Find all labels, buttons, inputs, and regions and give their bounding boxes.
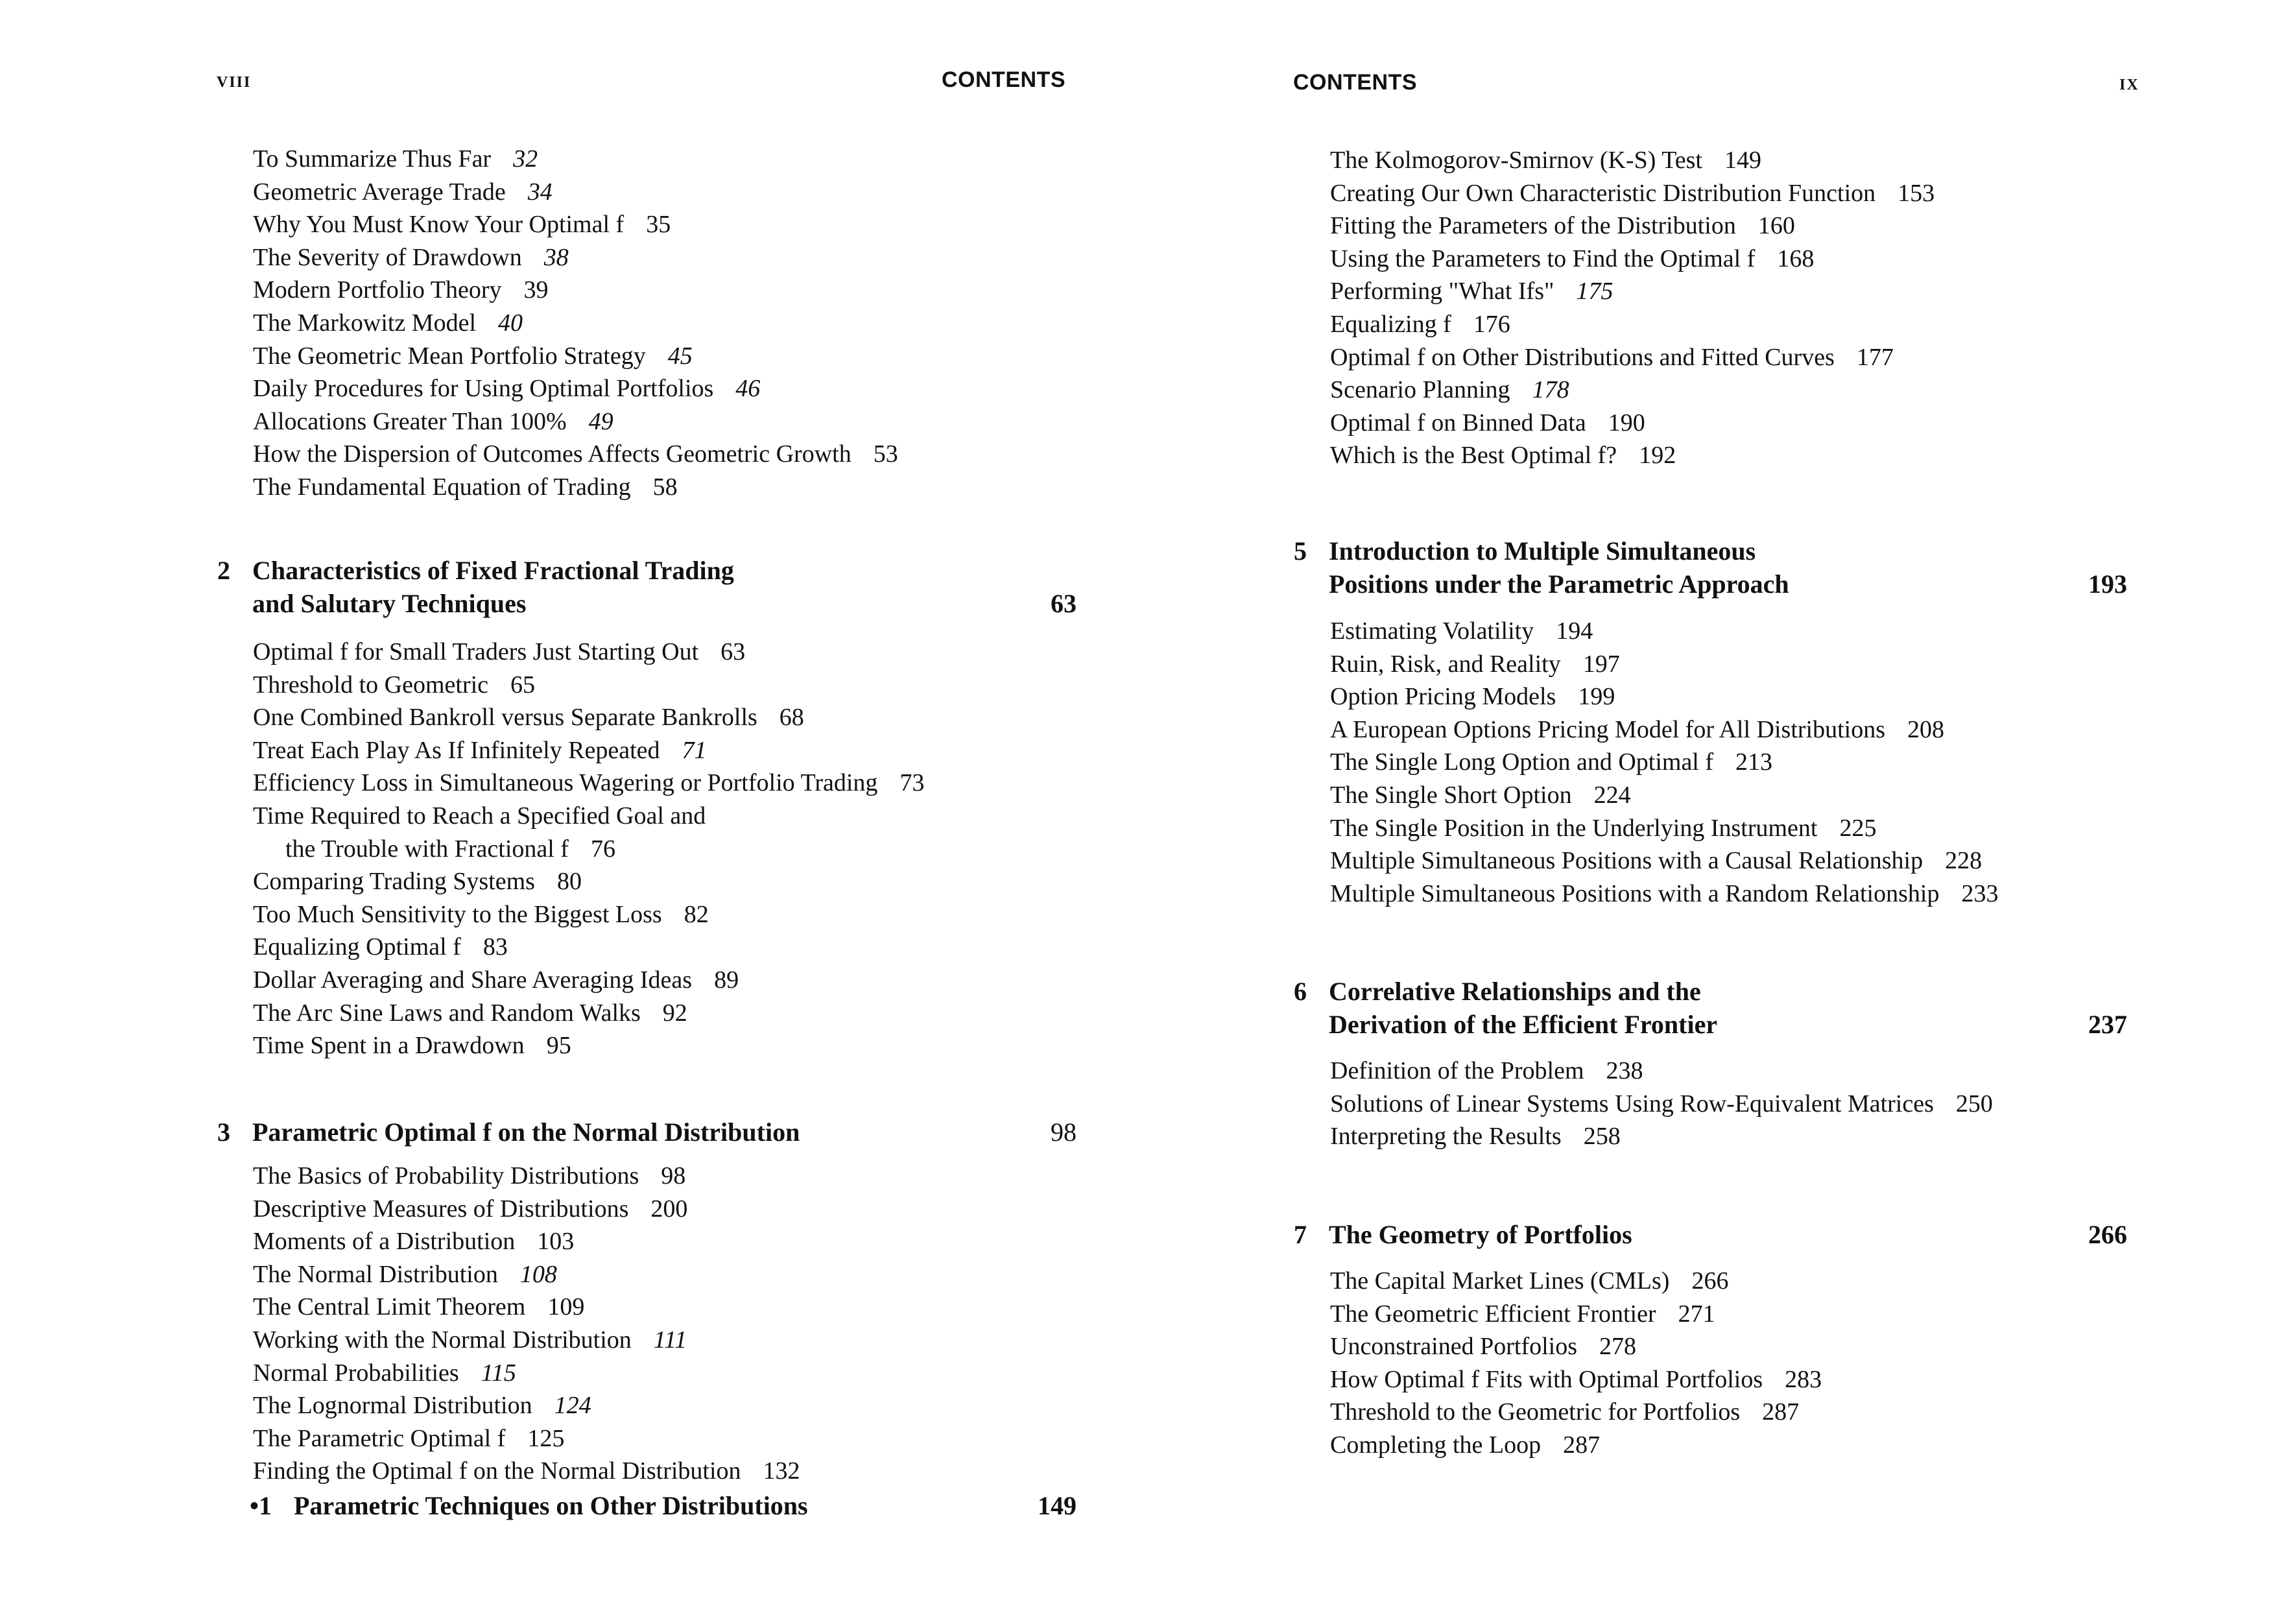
toc-entry-page: 108	[519, 1260, 557, 1288]
toc-entry-page: 32	[513, 145, 538, 173]
toc-entry-title: Too Much Sensitivity to the Biggest Loss	[253, 900, 662, 928]
toc-entry-page: 80	[556, 868, 582, 896]
toc-entry-title: Equalizing Optimal f	[253, 933, 461, 961]
toc-entry-title: Which is the Best Optimal f?	[1330, 442, 1617, 470]
toc-entry-title: How Optimal f Fits with Optimal Portfolios	[1330, 1365, 1763, 1393]
toc-entry-page: 283	[1785, 1365, 1822, 1393]
toc-entry-page: 149	[1724, 147, 1761, 174]
toc-entry-title: Why You Must Know Your Optimal f	[253, 211, 625, 239]
toc-entry-page: 124	[554, 1392, 591, 1420]
toc-entry-title: The Kolmogorov-Smirnov (K-S) Test	[1330, 147, 1702, 174]
toc-entry-page: 65	[510, 671, 536, 699]
toc-entry-page: 200	[650, 1195, 688, 1223]
page-number-left: VIII	[217, 74, 252, 91]
toc-entry-title: Interpreting the Results	[1330, 1123, 1562, 1151]
toc-entry[interactable]	[253, 833, 615, 865]
toc-entry-title: The Normal Distribution	[253, 1260, 498, 1288]
toc-entry[interactable]	[253, 307, 523, 339]
toc-entry-title: Fitting the Parameters of the Distribution	[1330, 212, 1736, 240]
toc-entry[interactable]	[1330, 713, 1944, 746]
toc-entry-page: 177	[1856, 343, 1894, 371]
page-number-right: IX	[2119, 77, 2139, 93]
toc-entry[interactable]	[253, 865, 582, 898]
toc-entry-page: 190	[1608, 409, 1645, 436]
toc-entry[interactable]	[253, 471, 678, 503]
toc-entry-page: 271	[1678, 1300, 1715, 1328]
toc-entry-title: The Capital Market Lines (CMLs)	[1330, 1267, 1670, 1295]
toc-entry-page: 95	[546, 1032, 571, 1060]
toc-entry[interactable]	[253, 1258, 557, 1291]
toc-entry-page: 92	[662, 999, 687, 1027]
chapter-7-page: 266	[2088, 1220, 2127, 1249]
toc-entry-title: The Markowitz Model	[253, 309, 477, 337]
toc-entry[interactable]	[1330, 779, 1631, 811]
toc-entry[interactable]	[1330, 177, 1935, 209]
toc-entry-title: Multiple Simultaneous Positions with a Random Relationship	[1330, 879, 1940, 907]
toc-entry[interactable]	[1330, 1298, 1715, 1330]
toc-entry-page: 76	[590, 835, 615, 863]
toc-entry[interactable]	[253, 1324, 687, 1356]
toc-entry-page: 82	[684, 900, 709, 928]
right-page	[1143, 0, 2285, 1624]
toc-entry-page: 73	[899, 769, 925, 797]
toc-entry-page: 278	[1599, 1333, 1637, 1361]
toc-entry-page: 53	[873, 440, 898, 468]
toc-entry[interactable]	[1330, 1429, 1600, 1461]
toc-entry[interactable]	[1330, 746, 1772, 778]
toc-entry[interactable]	[1330, 374, 1569, 406]
toc-entry-title: Definition of the Problem	[1330, 1057, 1584, 1084]
toc-entry[interactable]	[1330, 1265, 1728, 1297]
toc-entry[interactable]	[1330, 648, 1620, 680]
chapter-6-title-line2[interactable]: Derivation of the Efficient Frontier	[1329, 1010, 1718, 1039]
toc-entry-page: 160	[1757, 212, 1795, 240]
toc-entry-page: 83	[482, 933, 508, 961]
toc-entry[interactable]	[253, 208, 671, 241]
toc-entry[interactable]	[253, 1225, 574, 1258]
toc-entry[interactable]	[1330, 680, 1615, 713]
toc-entry-page: 228	[1945, 847, 1982, 875]
toc-entry[interactable]	[253, 405, 613, 438]
toc-entry-page: 287	[1762, 1398, 1800, 1426]
toc-entry[interactable]	[253, 800, 706, 832]
toc-entry[interactable]	[253, 143, 538, 175]
toc-entry-title: The Severity of Drawdown	[253, 243, 522, 271]
chapter-number: •1	[250, 1491, 272, 1520]
toc-entry-page: 258	[1583, 1123, 1621, 1151]
chapter-7-title[interactable]: 7 The Geometry of Portfolios	[1294, 1218, 1632, 1251]
toc-entry-page: 125	[527, 1424, 565, 1452]
toc-entry-title: The Central Limit Theorem	[253, 1293, 526, 1321]
toc-entry-page: 176	[1473, 311, 1510, 338]
toc-entry[interactable]	[1330, 209, 1795, 242]
toc-entry-title: Optimal f on Other Distributions and Fitted Curves	[1330, 343, 1835, 371]
toc-entry-title: Comparing Trading Systems	[253, 868, 535, 896]
toc-entry-title: Optimal f on Binned Data	[1330, 409, 1586, 436]
toc-entry-title: Optimal f for Small Traders Just Starting Out	[253, 638, 699, 665]
toc-entry[interactable]	[253, 669, 535, 701]
toc-entry-title: Working with the Normal Distribution	[253, 1326, 632, 1354]
chapter-number: 5	[1294, 536, 1307, 566]
toc-entry-page: 111	[653, 1326, 687, 1354]
toc-entry-title: The Single Position in the Underlying Instrument	[1330, 814, 1818, 842]
toc-entry[interactable]	[253, 1357, 516, 1389]
toc-entry-title: One Combined Bankroll versus Separate Bankrolls	[253, 704, 757, 732]
chapter-4-page: 149	[1038, 1491, 1077, 1520]
toc-entry-page: 115	[481, 1359, 516, 1387]
toc-entry[interactable]	[253, 767, 924, 799]
toc-entry-title: Time Required to Reach a Specified Goal and	[253, 802, 706, 830]
toc-entry-title: The Lognormal Distribution	[253, 1392, 532, 1420]
toc-entry-title: Threshold to the Geometric for Portfolios	[1330, 1398, 1741, 1426]
toc-entry-page: 46	[735, 375, 761, 403]
toc-entry-page: 224	[1593, 782, 1631, 809]
toc-entry-title: Ruin, Risk, and Reality	[1330, 650, 1561, 678]
running-head-right: CONTENTS	[1293, 70, 1417, 95]
toc-entry-title: Estimating Volatility	[1330, 617, 1534, 645]
toc-entry[interactable]	[1330, 308, 1510, 340]
toc-entry-page: 233	[1961, 879, 1999, 907]
toc-entry[interactable]	[1330, 1055, 1643, 1087]
chapter-2-page: 63	[1051, 589, 1077, 618]
toc-entry-page: 208	[1907, 715, 1945, 743]
running-head-left: CONTENTS	[942, 67, 1066, 92]
toc-entry-page: 71	[682, 736, 707, 764]
toc-entry-title: Allocations Greater Than 100%	[253, 407, 567, 435]
toc-entry-page: 68	[779, 704, 804, 732]
toc-entry-title: the Trouble with Fractional f	[285, 835, 569, 863]
toc-entry[interactable]	[253, 1422, 564, 1455]
toc-entry[interactable]	[253, 1029, 571, 1062]
toc-entry-title: Dollar Averaging and Share Averaging Ideas	[253, 966, 693, 994]
toc-entry-title: Option Pricing Models	[1330, 683, 1556, 711]
toc-entry[interactable]	[253, 1389, 591, 1422]
toc-entry-page: 63	[720, 638, 746, 665]
toc-entry-page: 132	[763, 1457, 800, 1485]
toc-entry-page: 103	[537, 1228, 575, 1256]
toc-entry-title: Daily Procedures for Using Optimal Portfolios	[253, 375, 714, 403]
chapter-2-title-line2[interactable]: and Salutary Techniques	[252, 589, 527, 618]
toc-entry-page: 39	[523, 276, 549, 304]
toc-entry-title: The Fundamental Equation of Trading	[253, 473, 631, 501]
chapter-5-page: 193	[2088, 569, 2127, 599]
toc-entry-page: 35	[646, 211, 671, 239]
toc-entry[interactable]	[1330, 243, 1814, 275]
toc-entry-title: Performing "What Ifs"	[1330, 278, 1554, 305]
toc-entry[interactable]	[253, 701, 804, 734]
toc-entry-title: A European Options Pricing Model for All Distributions	[1330, 715, 1886, 743]
toc-entry[interactable]	[1330, 1088, 1993, 1120]
toc-entry[interactable]	[253, 997, 687, 1029]
toc-entry[interactable]	[1330, 407, 1645, 439]
toc-entry[interactable]	[1330, 615, 1593, 647]
toc-entry[interactable]	[253, 438, 898, 470]
chapter-number: 3	[217, 1117, 230, 1147]
toc-entry-page: 238	[1606, 1057, 1643, 1084]
toc-entry[interactable]	[253, 340, 693, 372]
toc-entry-title: The Geometric Efficient Frontier	[1330, 1300, 1656, 1328]
toc-entry[interactable]	[253, 1291, 584, 1323]
toc-entry-page: 89	[714, 966, 739, 994]
toc-entry-title: The Basics of Probability Distributions	[253, 1162, 639, 1189]
toc-entry-title: Multiple Simultaneous Positions with a Causal Relationship	[1330, 847, 1923, 875]
chapter-3-title[interactable]: 3 Parametric Optimal f on the Normal Distribution	[217, 1116, 800, 1149]
toc-entry-page: 250	[1955, 1090, 1993, 1117]
toc-entry[interactable]	[253, 964, 739, 996]
toc-entry-page: 45	[667, 342, 693, 370]
toc-entry-title: Finding the Optimal f on the Normal Distribution	[253, 1457, 741, 1485]
toc-entry[interactable]	[1330, 812, 1876, 844]
toc-entry[interactable]	[253, 274, 548, 306]
toc-entry-page: 168	[1777, 245, 1815, 272]
toc-entry-title: The Single Short Option	[1330, 782, 1572, 809]
toc-entry-title: Creating Our Own Characteristic Distribution Function	[1330, 179, 1876, 207]
toc-entry[interactable]	[1330, 844, 1982, 877]
chapter-6-page: 237	[2088, 1010, 2127, 1039]
toc-entry-page: 192	[1639, 442, 1676, 470]
toc-entry-page: 153	[1898, 179, 1935, 207]
toc-entry-title: Efficiency Loss in Simultaneous Wagering or Portfolio Trading	[253, 769, 878, 797]
toc-entry-title: Completing the Loop	[1330, 1431, 1542, 1459]
toc-entry[interactable]	[1330, 1330, 1636, 1363]
toc-entry[interactable]	[253, 1160, 685, 1192]
toc-entry-page: 98	[661, 1162, 686, 1189]
toc-entry-title: Descriptive Measures of Distributions	[253, 1195, 629, 1223]
chapter-6-title-line1[interactable]: 6 Correlative Relationships and the	[1294, 975, 1701, 1008]
toc-entry-title: The Parametric Optimal f	[253, 1424, 506, 1452]
toc-entry-page: 213	[1735, 748, 1773, 776]
toc-entry[interactable]	[253, 636, 745, 668]
chapter-2-title-line1[interactable]: 2 Characteristics of Fixed Fractional Trading	[217, 554, 734, 587]
toc-entry[interactable]	[253, 1455, 800, 1487]
toc-entry-title: Scenario Planning	[1330, 376, 1510, 404]
toc-entry-page: 287	[1563, 1431, 1601, 1459]
toc-entry-title: Geometric Average Trade	[253, 178, 506, 206]
toc-entry-page: 38	[543, 243, 569, 271]
toc-entry[interactable]	[253, 1193, 687, 1225]
toc-entry-page: 266	[1691, 1267, 1729, 1295]
toc-entry[interactable]	[1330, 275, 1613, 307]
toc-entry[interactable]	[1330, 878, 1998, 910]
toc-entry-title: To Summarize Thus Far	[253, 145, 492, 173]
chapter-3-page: 98	[1051, 1117, 1077, 1147]
toc-entry[interactable]	[1330, 144, 1761, 176]
chapter-5-title-line2[interactable]: Positions under the Parametric Approach	[1329, 569, 1789, 599]
toc-entry-page: 49	[588, 407, 613, 435]
chapter-number: 6	[1294, 977, 1307, 1006]
toc-entry-title: Unconstrained Portfolios	[1330, 1333, 1578, 1361]
toc-entry[interactable]	[253, 176, 553, 208]
toc-entry-page: 194	[1556, 617, 1593, 645]
toc-entry-page: 225	[1839, 814, 1877, 842]
toc-entry[interactable]	[1330, 1120, 1621, 1152]
chapter-number: 2	[217, 556, 230, 585]
toc-entry-title: Equalizing f	[1330, 311, 1451, 338]
toc-entry-title: Threshold to Geometric	[253, 671, 489, 699]
toc-entry-page: 175	[1576, 278, 1613, 305]
toc-entry-page: 40	[498, 309, 523, 337]
toc-entry-title: Using the Parameters to Find the Optimal f	[1330, 245, 1756, 272]
toc-entry[interactable]	[253, 734, 707, 767]
toc-entry-title: Normal Probabilities	[253, 1359, 459, 1387]
toc-entry-title: The Geometric Mean Portfolio Strategy	[253, 342, 646, 370]
toc-entry-page: 178	[1532, 376, 1569, 404]
toc-entry-title: Treat Each Play As If Infinitely Repeated	[253, 736, 660, 764]
toc-entry[interactable]	[253, 241, 569, 274]
toc-entry-title: The Arc Sine Laws and Random Walks	[253, 999, 641, 1027]
toc-entry[interactable]	[1330, 1396, 1799, 1428]
chapter-number: 7	[1294, 1220, 1307, 1249]
toc-entry-title: Modern Portfolio Theory	[253, 276, 502, 304]
chapter-5-title-line1[interactable]: 5 Introduction to Multiple Simultaneous	[1294, 534, 1756, 567]
toc-entry-title: Solutions of Linear Systems Using Row-Equivalent Matrices	[1330, 1090, 1934, 1117]
toc-entry[interactable]	[253, 372, 760, 405]
toc-entry-title: The Single Long Option and Optimal f	[1330, 748, 1714, 776]
toc-entry[interactable]	[253, 898, 709, 931]
toc-entry-title: How the Dispersion of Outcomes Affects Geometric Growth	[253, 440, 851, 468]
toc-entry-title: Time Spent in a Drawdown	[253, 1032, 525, 1060]
toc-entry-page: 199	[1578, 683, 1615, 711]
toc-entry-title: Moments of a Distribution	[253, 1228, 516, 1256]
toc-entry-page: 109	[547, 1293, 585, 1321]
toc-entry[interactable]	[1330, 341, 1894, 374]
toc-entry-page: 197	[1582, 650, 1620, 678]
toc-entry[interactable]	[253, 931, 508, 963]
toc-entry-page: 34	[527, 178, 553, 206]
toc-entry[interactable]	[1330, 1363, 1822, 1396]
toc-entry-page: 58	[652, 473, 678, 501]
toc-entry[interactable]	[1330, 439, 1676, 472]
chapter-4-title[interactable]: •1 Parametric Techniques on Other Distributions	[250, 1489, 808, 1522]
